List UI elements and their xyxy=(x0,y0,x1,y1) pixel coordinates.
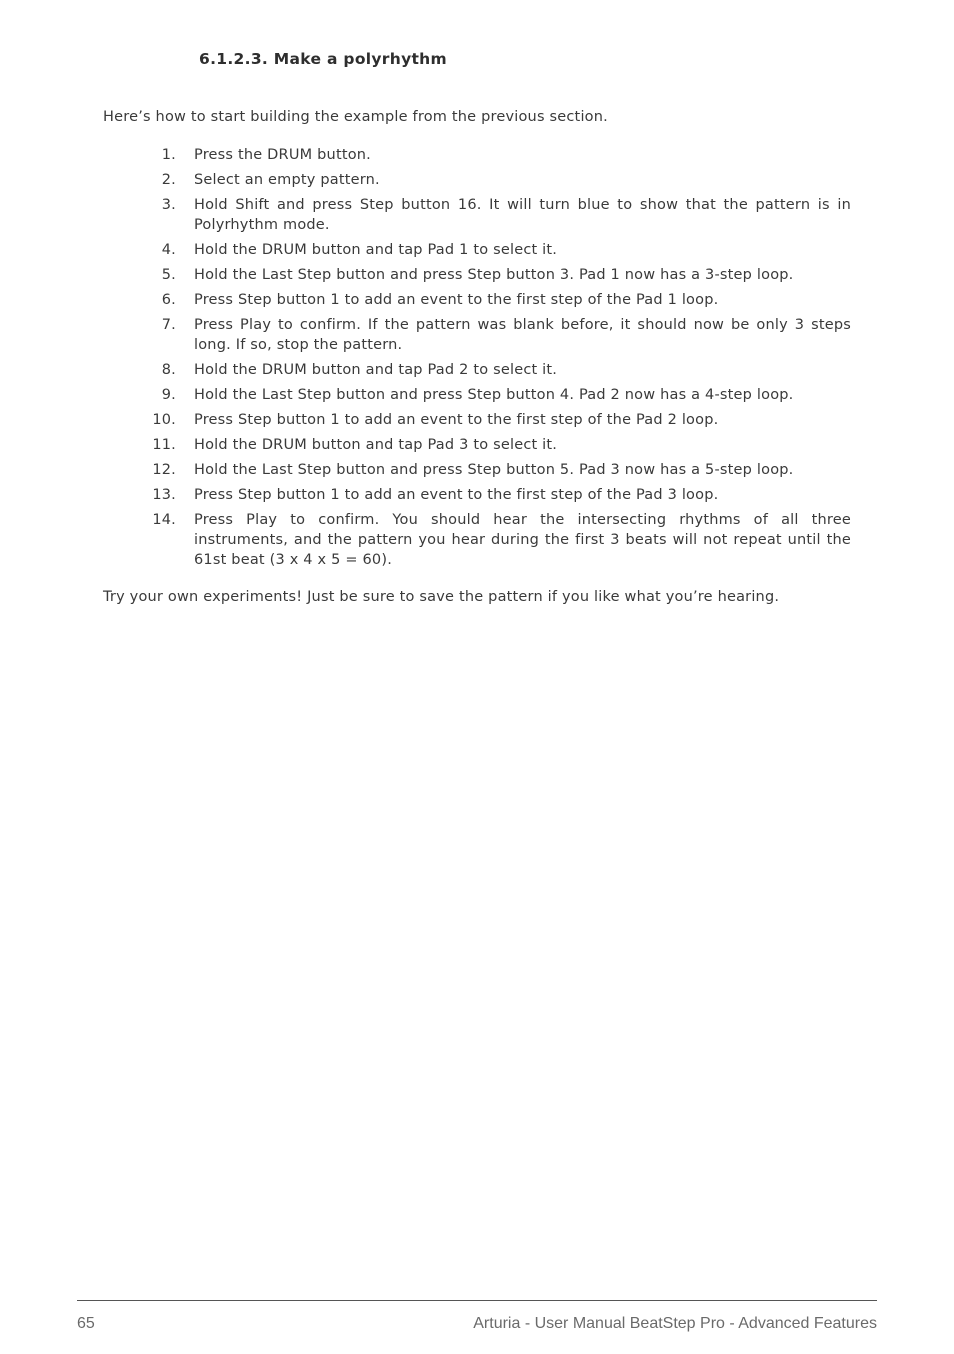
step-text: Press Play to confirm. If the pattern was blank before, it should now be only 3 steps long. If so, stop the pattern. xyxy=(194,317,851,353)
section-heading: 6.1.2.3. Make a polyrhythm xyxy=(199,50,447,68)
list-item xyxy=(103,485,851,505)
list-item xyxy=(103,290,851,310)
intro-paragraph: Here’s how to start building the example from the previous section. xyxy=(103,109,608,125)
steps-list xyxy=(103,145,851,575)
list-item xyxy=(103,360,851,380)
step-text: Press Step button 1 to add an event to the first step of the Pad 2 loop. xyxy=(194,412,719,428)
list-item xyxy=(103,265,851,285)
step-number: 11. xyxy=(152,437,176,453)
step-number: 4. xyxy=(161,242,176,258)
step-number: 9. xyxy=(161,387,176,403)
list-item xyxy=(103,385,851,405)
list-item xyxy=(103,145,851,165)
step-text: Hold the Last Step button and press Step button 3. Pad 1 now has a 3-step loop. xyxy=(194,267,794,283)
step-text: Hold the DRUM button and tap Pad 1 to select it. xyxy=(194,242,558,258)
step-number: 1. xyxy=(161,147,176,163)
footer-divider xyxy=(77,1300,877,1301)
list-item xyxy=(103,170,851,190)
step-number: 2. xyxy=(161,172,176,188)
step-number: 3. xyxy=(161,197,176,213)
step-text: Press the DRUM button. xyxy=(194,147,371,163)
step-number: 12. xyxy=(152,462,176,478)
step-text: Select an empty pattern. xyxy=(194,172,380,188)
list-item xyxy=(103,435,851,455)
step-text: Hold Shift and press Step button 16. It will turn blue to show that the pattern is in Polyrhythm mode. xyxy=(194,197,851,233)
list-item xyxy=(103,240,851,260)
list-item xyxy=(103,195,851,235)
outro-paragraph: Try your own experiments! Just be sure to save the pattern if you like what you’re hearing. xyxy=(103,589,780,605)
step-text: Press Step button 1 to add an event to the first step of the Pad 3 loop. xyxy=(194,487,719,503)
step-number: 13. xyxy=(152,487,176,503)
list-item xyxy=(103,315,851,355)
step-number: 6. xyxy=(161,292,176,308)
step-number: 7. xyxy=(161,317,176,333)
page-number: 65 xyxy=(77,1315,95,1332)
step-text: Hold the Last Step button and press Step button 4. Pad 2 now has a 4-step loop. xyxy=(194,387,794,403)
list-item xyxy=(103,410,851,430)
footer-title: Arturia - User Manual BeatStep Pro - Advanced Features xyxy=(473,1315,877,1332)
step-number: 14. xyxy=(152,512,176,528)
step-text: Hold the DRUM button and tap Pad 3 to select it. xyxy=(194,437,558,453)
step-text: Press Step button 1 to add an event to the first step of the Pad 1 loop. xyxy=(194,292,719,308)
step-number: 5. xyxy=(161,267,176,283)
step-number: 8. xyxy=(161,362,176,378)
step-text: Press Play to confirm. You should hear the intersecting rhythms of all three instruments, and the pattern you hear during the first 3 beats will not repeat until the 61st beat (3 x 4 x 5 = 60). xyxy=(194,512,851,568)
step-text: Hold the Last Step button and press Step button 5. Pad 3 now has a 5-step loop. xyxy=(194,462,794,478)
list-item xyxy=(103,460,851,480)
step-text: Hold the DRUM button and tap Pad 2 to select it. xyxy=(194,362,558,378)
list-item xyxy=(103,510,851,570)
step-number: 10. xyxy=(152,412,176,428)
